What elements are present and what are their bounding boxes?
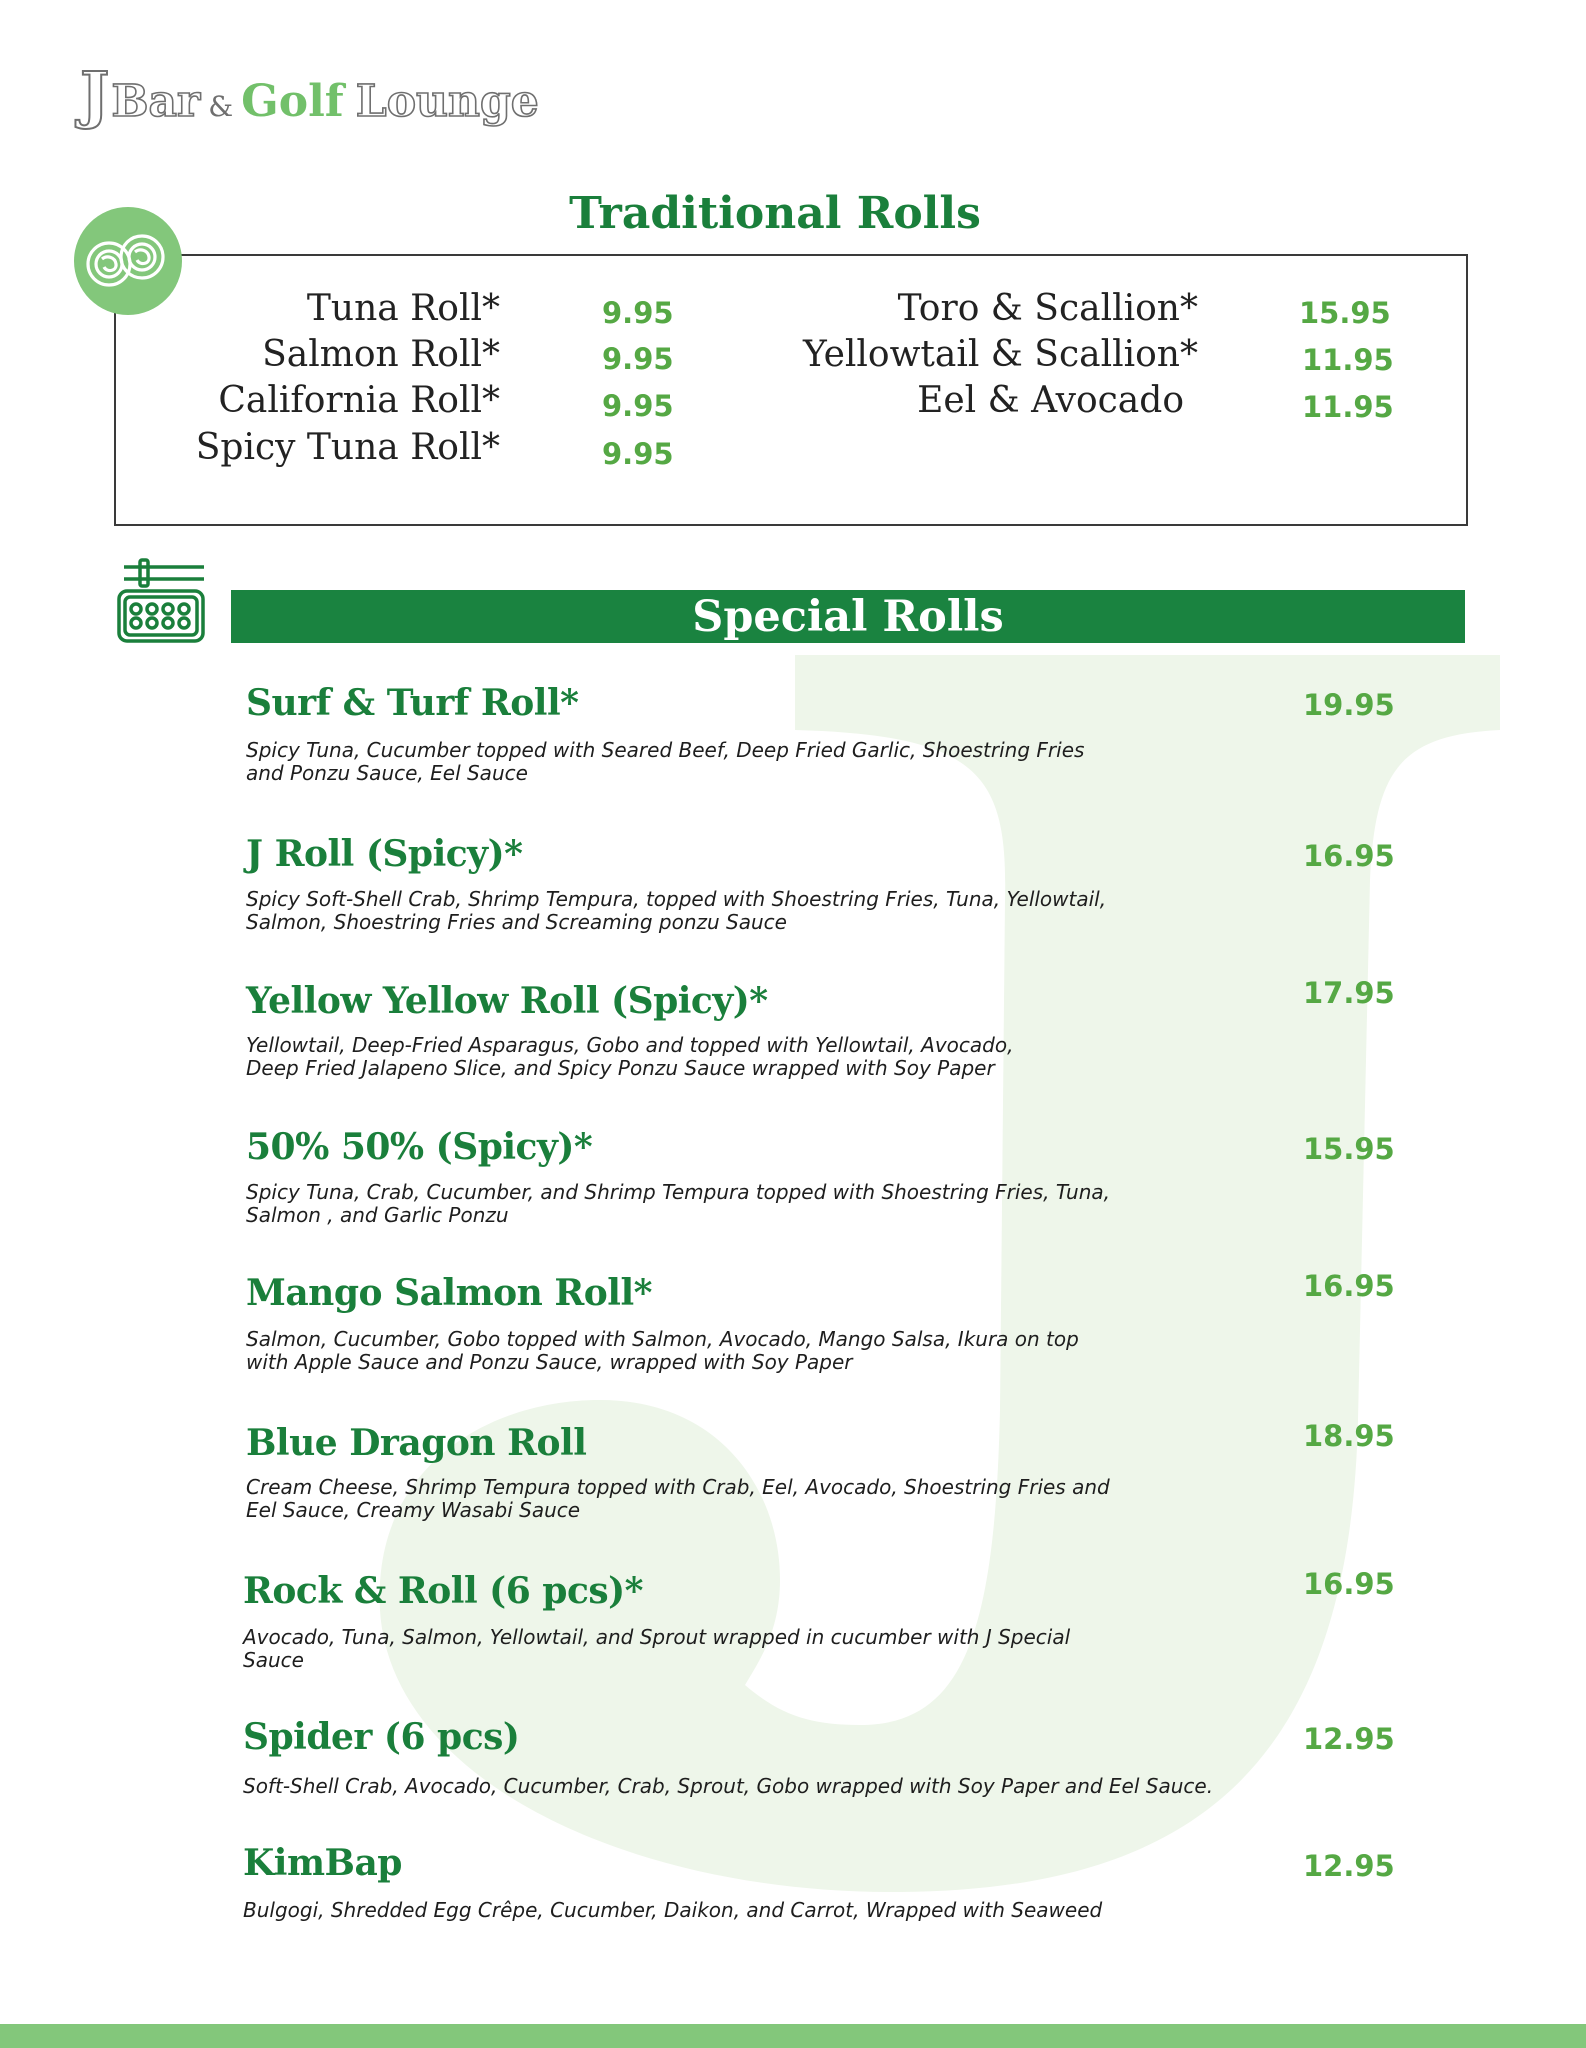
special-item-price: 16.95 xyxy=(1303,839,1395,873)
special-item-name: Surf & Turf Roll* xyxy=(246,682,579,724)
logo-golf: Golf xyxy=(241,76,344,127)
special-item-name: Mango Salmon Roll* xyxy=(246,1272,652,1314)
special-item-name: Blue Dragon Roll xyxy=(246,1422,587,1464)
special-item-price: 18.95 xyxy=(1303,1419,1395,1453)
special-rolls-title: Special Rolls xyxy=(692,591,1004,642)
special-item-price: 19.95 xyxy=(1303,688,1395,722)
traditional-rolls-title: Traditional Rolls xyxy=(569,188,981,239)
special-item-name: KimBap xyxy=(243,1842,402,1884)
special-item-description: Salmon, Cucumber, Gobo topped with Salmon, Avocado, Mango Salsa, Ikura on top with Apple Sauce and Ponzu Sauce, wrapped with Soy Paper xyxy=(246,1327,1079,1374)
special-item-price: 17.95 xyxy=(1303,976,1395,1010)
special-item-description: Yellowtail, Deep-Fried Asparagus, Gobo and topped with Yellowtail, Avocado, Deep Fried Jalapeno Slice, and Spicy Ponzu Sauce wrapped with Soy Paper xyxy=(246,1033,1014,1080)
special-item-name: 50% 50% (Spicy)* xyxy=(246,1126,593,1168)
special-rolls-banner xyxy=(231,590,1465,643)
logo-ampersand: & xyxy=(208,90,234,123)
trad-item-price: 9.95 xyxy=(602,296,674,330)
logo-j: J xyxy=(80,58,110,131)
trad-item-price: 9.95 xyxy=(602,342,674,376)
chopsticks-sushi-tray-icon xyxy=(116,555,210,645)
special-item-description: Spicy Tuna, Crab, Cucumber, and Shrimp Tempura topped with Shoestring Fries, Tuna, Salmon , and Garlic Ponzu xyxy=(246,1180,1111,1227)
special-item-price: 12.95 xyxy=(1303,1849,1395,1883)
trad-item-price: 9.95 xyxy=(602,437,674,471)
special-item-description: Bulgogi, Shredded Egg Crêpe, Cucumber, Daikon, and Carrot, Wrapped with Seaweed xyxy=(243,1898,1103,1922)
special-item-description: Spicy Soft-Shell Crab, Shrimp Tempura, topped with Shoestring Fries, Tuna, Yellowtail, Salmon, Shoestring Fries and Screaming ponzu Sauce xyxy=(246,887,1107,934)
logo-lounge: Lounge xyxy=(355,76,539,127)
footer-bar xyxy=(0,2024,1586,2048)
sushi-rolls-icon xyxy=(74,207,182,315)
special-item-price: 12.95 xyxy=(1303,1722,1395,1756)
trad-item-price: 11.95 xyxy=(1302,343,1394,377)
trad-item-name: California Roll* xyxy=(218,380,500,421)
special-item-description: Spicy Tuna, Cucumber topped with Seared Beef, Deep Fried Garlic, Shoestring Fries and Ponzu Sauce, Eel Sauce xyxy=(246,738,1085,785)
trad-item-name: Yellowtail & Scallion* xyxy=(802,334,1198,375)
special-item-price: 16.95 xyxy=(1303,1567,1395,1601)
special-item-description: Cream Cheese, Shrimp Tempura topped with Crab, Eel, Avocado, Shoestring Fries and Eel Sauce, Creamy Wasabi Sauce xyxy=(246,1475,1110,1522)
special-item-price: 15.95 xyxy=(1303,1132,1395,1166)
trad-item-name: Toro & Scallion* xyxy=(897,288,1198,329)
trad-item-name: Salmon Roll* xyxy=(262,334,500,375)
trad-item-name: Tuna Roll* xyxy=(306,288,500,329)
special-item-name: J Roll (Spicy)* xyxy=(246,833,523,875)
brand-logo xyxy=(80,58,539,131)
trad-item-name: Eel & Avocado xyxy=(917,380,1184,421)
special-item-description: Soft-Shell Crab, Avocado, Cucumber, Crab, Sprout, Gobo wrapped with Soy Paper and Eel Sauce. xyxy=(243,1774,1214,1798)
special-item-description: Avocado, Tuna, Salmon, Yellowtail, and Sprout wrapped in cucumber with J Special Sauce xyxy=(243,1625,1071,1672)
logo-bar: Bar xyxy=(111,76,201,127)
special-item-price: 16.95 xyxy=(1303,1269,1395,1303)
special-item-name: Spider (6 pcs) xyxy=(243,1716,520,1758)
special-item-name: Rock & Roll (6 pcs)* xyxy=(243,1570,644,1612)
trad-item-price: 11.95 xyxy=(1302,390,1394,424)
trad-item-name: Spicy Tuna Roll* xyxy=(195,427,500,468)
special-item-name: Yellow Yellow Roll (Spicy)* xyxy=(246,980,768,1022)
trad-item-price: 15.95 xyxy=(1299,296,1391,330)
trad-item-price: 9.95 xyxy=(602,389,674,423)
